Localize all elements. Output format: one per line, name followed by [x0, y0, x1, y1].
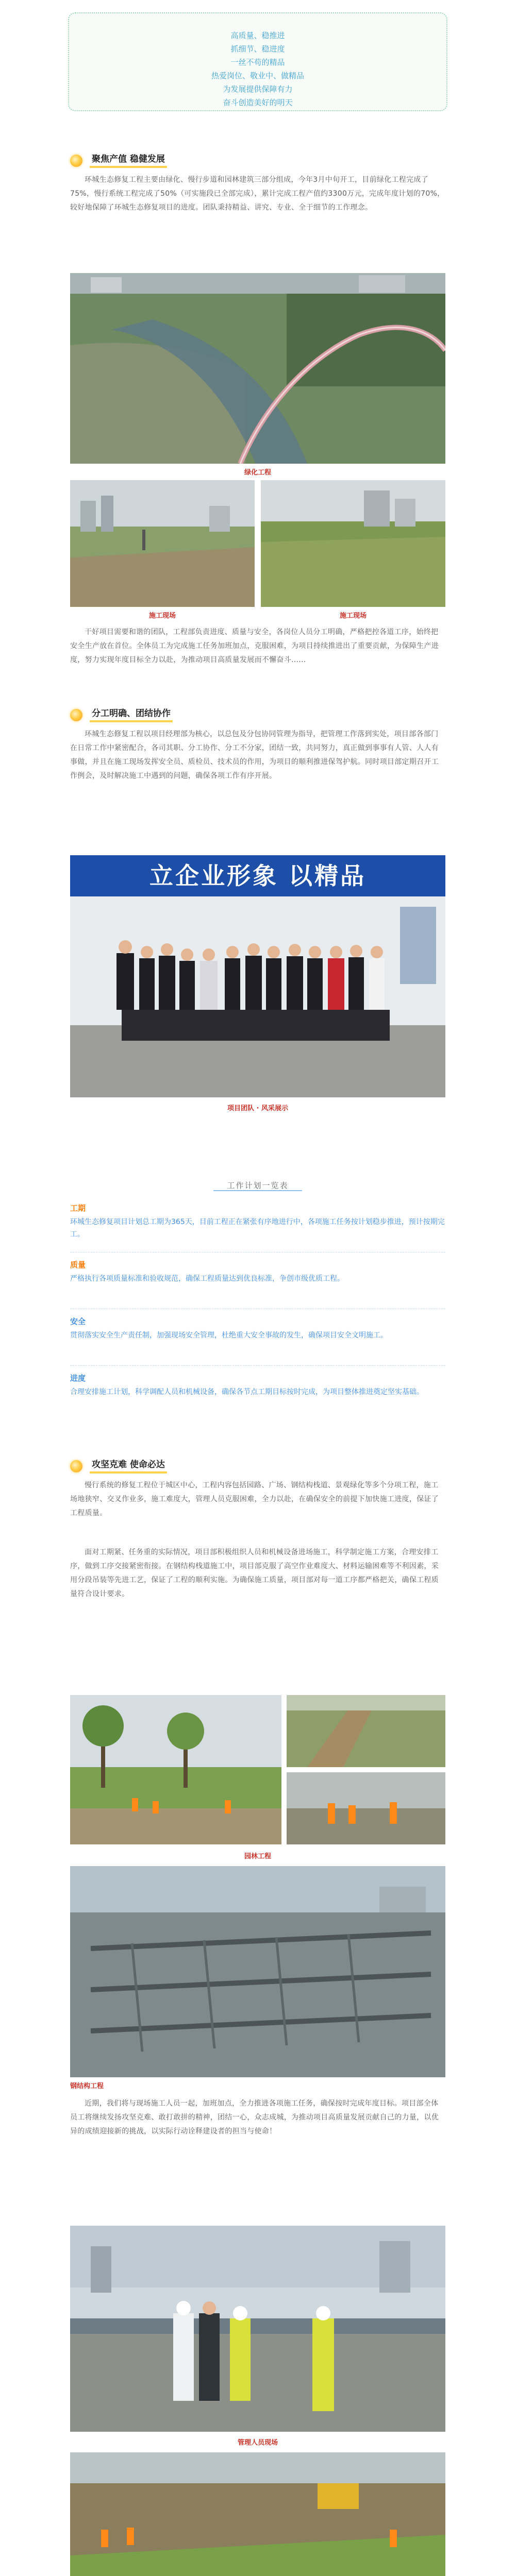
section3-paragraph-3: 近期，我们将与现场施工人员一起，加班加点，全力推进各项施工任务，确保按时完成年度目标。项目部全体员工将继续发扬攻坚克难、敢打敢拼的精神，团结一心，众志成城，为推动项目高质量发展贡献自己的力量，以优异的成绩迎接新的挑战，以实际行动诠释建设者的担当与使命！ — [70, 2099, 439, 2136]
plan-text-safety: 贯彻落实安全生产责任制，加强现场安全管理，杜绝重大安全事故的发生，确保项目安全文明施工。 — [70, 1331, 388, 1340]
work-plan-title — [70, 1180, 445, 1191]
photo-caption: 园林工程 — [244, 1853, 271, 1860]
sun-icon — [70, 155, 82, 167]
managers-onsite-photo — [70, 2226, 445, 2432]
steel-structure-photo — [70, 1866, 445, 2077]
work-plan-box — [70, 1180, 445, 1448]
banner-slogan: 立企业形象 以精品 — [149, 862, 366, 890]
plan-text-quality: 严格执行各项质量标准和验收规范，确保工程质量达到优良标准，争创市级优质工程。 — [70, 1275, 344, 1283]
section-title-text: 分工明确、团结协作 — [90, 708, 173, 722]
site-photo-right — [261, 480, 445, 607]
photo-caption: 管理人员现场 — [237, 2439, 278, 2447]
photo-caption: 绿化工程 — [244, 469, 271, 477]
section-title-text: 聚焦产值 稳健发展 — [90, 154, 167, 168]
intro-line: 奋斗创造美好的明天 — [223, 98, 293, 107]
section-title-text: 攻坚克难 使命必达 — [90, 1459, 167, 1473]
plan-text-duration: 环城生态修复项目计划总工期为365天，目前工程正在紧张有序地进行中，各项施工任务按计划稳步推进，预计按期完工。 — [70, 1218, 445, 1239]
section-title-2 — [70, 708, 173, 722]
workers-photo — [287, 1772, 445, 1844]
planting-photo — [70, 1695, 281, 1844]
photo-caption: 项目团队 · 风采展示 — [227, 1105, 288, 1112]
lawn-laying-photo — [70, 2452, 445, 2576]
photo-caption: 施工现场 — [339, 612, 367, 620]
intro-box — [68, 12, 447, 111]
intro-line: 高质量、稳推进 — [230, 31, 285, 40]
plan-label-safety: 安全 — [70, 1317, 86, 1326]
plan-label-progress: 进度 — [70, 1374, 86, 1383]
trench-photo — [287, 1695, 445, 1767]
plan-text-progress: 合理安排施工计划，科学调配人员和机械设备，确保各节点工期目标按时完成，为项目整体推进奠定坚实基础。 — [70, 1388, 424, 1396]
site-photo-left — [70, 480, 255, 607]
plan-label-duration: 工期 — [70, 1204, 86, 1213]
aerial-bridge-photo — [70, 273, 445, 464]
intro-line: 一丝不苟的精品 — [230, 58, 285, 67]
section3-paragraph-2: 面对工期紧、任务重的实际情况，项目部积极组织人员和机械设备进场施工，科学制定施工方案，合理安排工序，做到工序交接紧密衔接。在钢结构栈道施工中，项目部克服了高空作业难度大、材料运输困难等不利因素，采用分段吊装等先进工艺，保证了工程的顺利实施。为确保施工质量，项目部对每一道工序都严格把关，确保工程质量符合设计要求。 — [70, 1548, 439, 1598]
divider — [70, 1365, 445, 1366]
work-plan-title-text: 工作计划一览表 — [213, 1181, 302, 1191]
photo-caption: 钢结构工程 — [70, 2082, 104, 2090]
photo-caption: 施工现场 — [148, 612, 176, 620]
plan-label-quality: 质量 — [70, 1260, 86, 1269]
section-title-3 — [70, 1459, 167, 1473]
section1-paragraph: 环城生态修复工程主要由绿化、慢行步道和园林建筑三部分组成，今年3月中旬开工，目前绿化工程完成了75%，慢行系统工程完成了50%（可实施段已全部完成），累计完成工程产值约3300万元，完成年度计划的70%，较好地保障了环城生态修复项目的进度。团队秉持精益、讲究、专业、全于细节的工作理念。 — [70, 176, 445, 212]
intro-line: 热爱岗位、敬业中、做精品 — [211, 71, 304, 80]
section1-paragraph-2: 干好项目需要和谐的团队，工程部负责进度、质量与安全，各岗位人员分工明确，严格把控各道工序，始终把安全生产放在首位。全体员工为完成施工任务加班加点，克服困难，为项目持续推进出了重要贡献，为保障生产进度，努力实现年度目标全力以赴，为推动项目高质量发展而不懈奋斗…… — [70, 628, 439, 664]
sun-icon — [70, 1460, 82, 1472]
section2-paragraph: 环城生态修复工程以项目经理部为核心，以总包及分包协同管理为指导，把管理工作落到实处，项目部各部门在日常工作中紧密配合，各司其职、分工协作、分工不分家，团结一致，共同努力，真正做到事事有人管、人人有事做，并且在施工现场发挥安全员、质检员、技术员的作用，为项目的顺利推进保驾护航。同时项目部定期召开工作例会，及时解决施工中遇到的问题，确保各项工作有序开展。 — [70, 730, 439, 780]
intro-line: 为发展提供保障有力 — [223, 84, 293, 94]
section3-paragraph: 慢行系统的修复工程位于城区中心，工程内容包括园路、广场、钢结构栈道、景观绿化等多个分项工程，施工场地狭窄、交叉作业多，施工难度大，管理人员克服困难，全力以赴，在确保安全的前提下加快施工进度，保证了工程质量。 — [70, 1481, 439, 1517]
sun-icon — [70, 709, 82, 721]
intro-line: 抓细节、稳进度 — [230, 44, 285, 54]
section-title-1 — [70, 154, 167, 168]
